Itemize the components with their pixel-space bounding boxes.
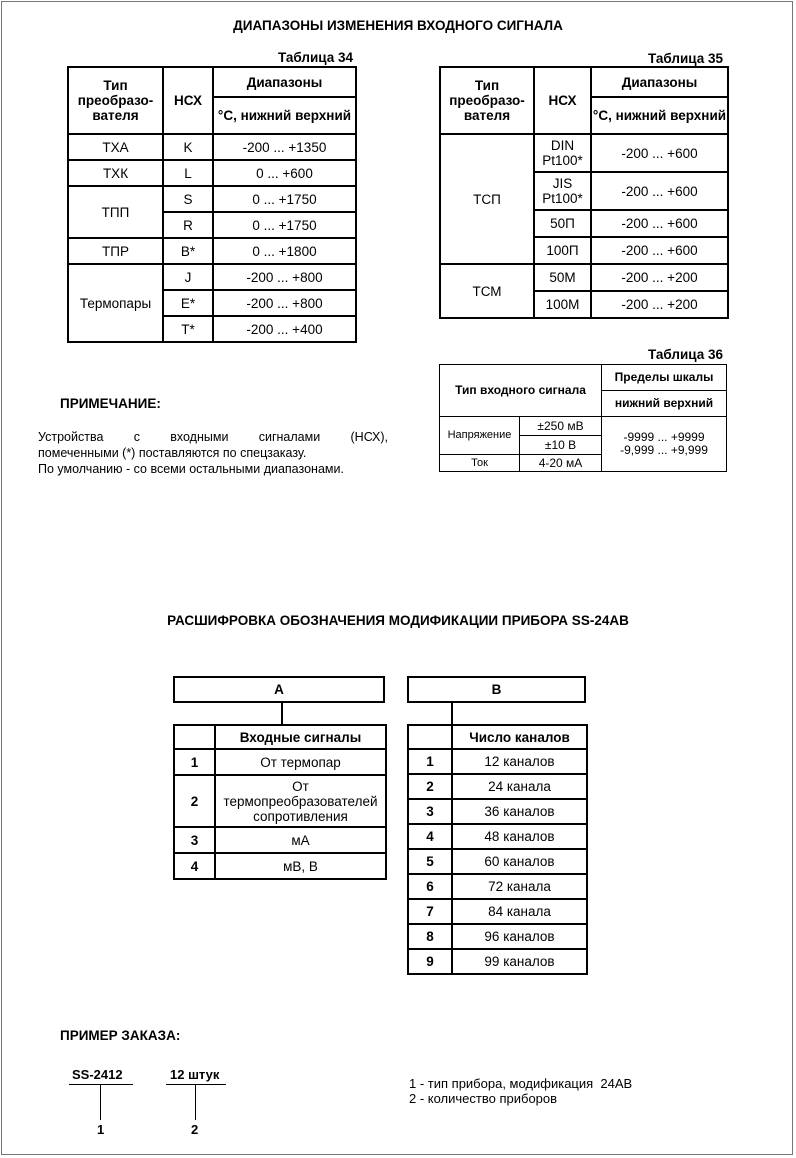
example-legend [409,1076,632,1106]
legend-line-2: 2 - количество приборов [409,1091,558,1106]
t34-nsx: J [163,264,213,290]
note-line-1: Устройства с входными сигналами (НСХ), [38,430,388,444]
qty-underline [166,1084,226,1085]
t35-range: -200 ... +200 [591,264,728,291]
note-title: ПРИМЕЧАНИЕ: [60,396,161,411]
code-underline [69,1084,133,1085]
t34-header-units: °С, нижний верхний [213,97,356,134]
b-row-text: 84 канала [452,899,587,924]
t35-header-units: °С, нижний верхний [591,97,728,134]
t36-header-signal: Тип входного сигнала [440,365,602,417]
table34 [67,66,357,343]
t34-nsx: L [163,160,213,186]
t35-range: -200 ... +200 [591,291,728,318]
t34-range: -200 ... +800 [213,264,356,290]
t36-v2: ±10 В [520,436,602,455]
t35-type: ТСМ [440,264,534,318]
b-row-text: 99 каналов [452,949,587,974]
table36-caption: Таблица 36 [648,347,724,362]
a-connector [281,703,283,725]
b-row-text: 60 каналов [452,849,587,874]
t35-nsx: DIN Pt100* [534,134,591,172]
t34-range: 0 ... +1750 [213,186,356,212]
b-row-num: 1 [408,749,452,774]
t34-range: 0 ... +1750 [213,212,356,238]
a-row-text: От термопар [215,749,386,775]
t35-range: -200 ... +600 [591,210,728,237]
b-row-num: 3 [408,799,452,824]
b-header-num [408,725,452,749]
note-line-2: помеченными (*) поставляются по спецзаказу. [38,446,307,460]
t35-range: -200 ... +600 [591,134,728,172]
t34-type: Термопары [68,264,163,342]
a-row-num: 3 [174,827,215,853]
t35-nsx: 100П [534,237,591,264]
a-row-num: 2 [174,775,215,827]
b-row-num: 7 [408,899,452,924]
t34-header-nsx: НСХ [163,67,213,134]
t36-v1: ±250 мВ [520,417,602,436]
t34-range: 0 ... +600 [213,160,356,186]
t34-nsx: T* [163,316,213,342]
legend-line-1: 1 - тип прибора, модификация 24АВ [409,1076,633,1091]
table36 [439,364,727,472]
t34-header-ranges: Диапазоны [213,67,356,97]
t36-header-limits: Пределы шкалы [602,365,727,391]
t35-type: ТСП [440,134,534,264]
t34-nsx: K [163,134,213,160]
b-row-num: 8 [408,924,452,949]
b-row-num: 5 [408,849,452,874]
t34-type: ТПР [68,238,163,264]
note-line-3: По умолчанию - со всеми остальными диапазонами. [38,462,344,476]
b-row-text: 24 канала [452,774,587,799]
decode-a-table [173,724,387,880]
b-row-num: 9 [408,949,452,974]
t35-nsx: JIS Pt100* [534,172,591,210]
decode-b-table [407,724,588,975]
t36-limit-2: -9,999 ... +9,999 [620,443,708,457]
b-row-text: 72 канала [452,874,587,899]
decode-b-box: В [407,676,586,703]
t36-header-limits-sub: нижний верхний [602,391,727,417]
b-row-num: 2 [408,774,452,799]
b-header: Число каналов [452,725,587,749]
b-row-num: 6 [408,874,452,899]
example-qty: 12 штук [170,1067,220,1082]
t34-range: -200 ... +1350 [213,134,356,160]
page-heading: ДИАПАЗОНЫ ИЗМЕНЕНИЯ ВХОДНОГО СИГНАЛА [233,18,563,33]
a-row-num: 1 [174,749,215,775]
t34-type: ТХК [68,160,163,186]
marker-2: 2 [191,1122,199,1137]
t35-header-ranges: Диапазоны [591,67,728,97]
code-pointer [100,1084,101,1120]
a-row-text: мВ, В [215,853,386,879]
t34-nsx: E* [163,290,213,316]
b-row-text: 36 каналов [452,799,587,824]
example-title: ПРИМЕР ЗАКАЗА: [60,1028,181,1043]
t35-header-type: Тип преобразо-вателя [440,67,534,134]
b-row-text: 96 каналов [452,924,587,949]
a-row-text: мА [215,827,386,853]
t34-nsx: S [163,186,213,212]
marker-1: 1 [97,1122,105,1137]
t35-range: -200 ... +600 [591,172,728,210]
t36-c1: 4-20 мА [520,455,602,472]
b-row-num: 4 [408,824,452,849]
t35-nsx: 100М [534,291,591,318]
t36-limits [602,417,727,472]
t35-range: -200 ... +600 [591,237,728,264]
table35-caption: Таблица 35 [648,51,724,66]
table35 [439,66,729,319]
t34-range: 0 ... +1800 [213,238,356,264]
decode-a-box: А [173,676,385,703]
t35-nsx: 50П [534,210,591,237]
example-code: SS-2412 [72,1067,123,1082]
t34-type: ТХА [68,134,163,160]
note-text [38,429,388,477]
t34-type: ТПП [68,186,163,238]
a-header: Входные сигналы [215,725,386,749]
t35-header-nsx: НСХ [534,67,591,134]
b-connector [451,703,453,725]
t34-range: -200 ... +800 [213,290,356,316]
t35-nsx: 50М [534,264,591,291]
decode-heading: РАСШИФРОВКА ОБОЗНАЧЕНИЯ МОДИФИКАЦИИ ПРИБОРА SS-24АВ [167,613,629,628]
a-row-text: От термопреобразователей сопротивления [215,775,386,827]
table34-caption: Таблица 34 [278,50,354,65]
t36-limit-1: -9999 ... +9999 [623,430,705,444]
b-row-text: 12 каналов [452,749,587,774]
a-row-num: 4 [174,853,215,879]
a-header-num [174,725,215,749]
t34-nsx: B* [163,238,213,264]
t36-voltage: Напряжение [440,417,520,455]
t36-current: Ток [440,455,520,472]
t34-nsx: R [163,212,213,238]
b-row-text: 48 каналов [452,824,587,849]
t34-header-type: Тип преобразо-вателя [68,67,163,134]
qty-pointer [195,1084,196,1120]
t34-range: -200 ... +400 [213,316,356,342]
